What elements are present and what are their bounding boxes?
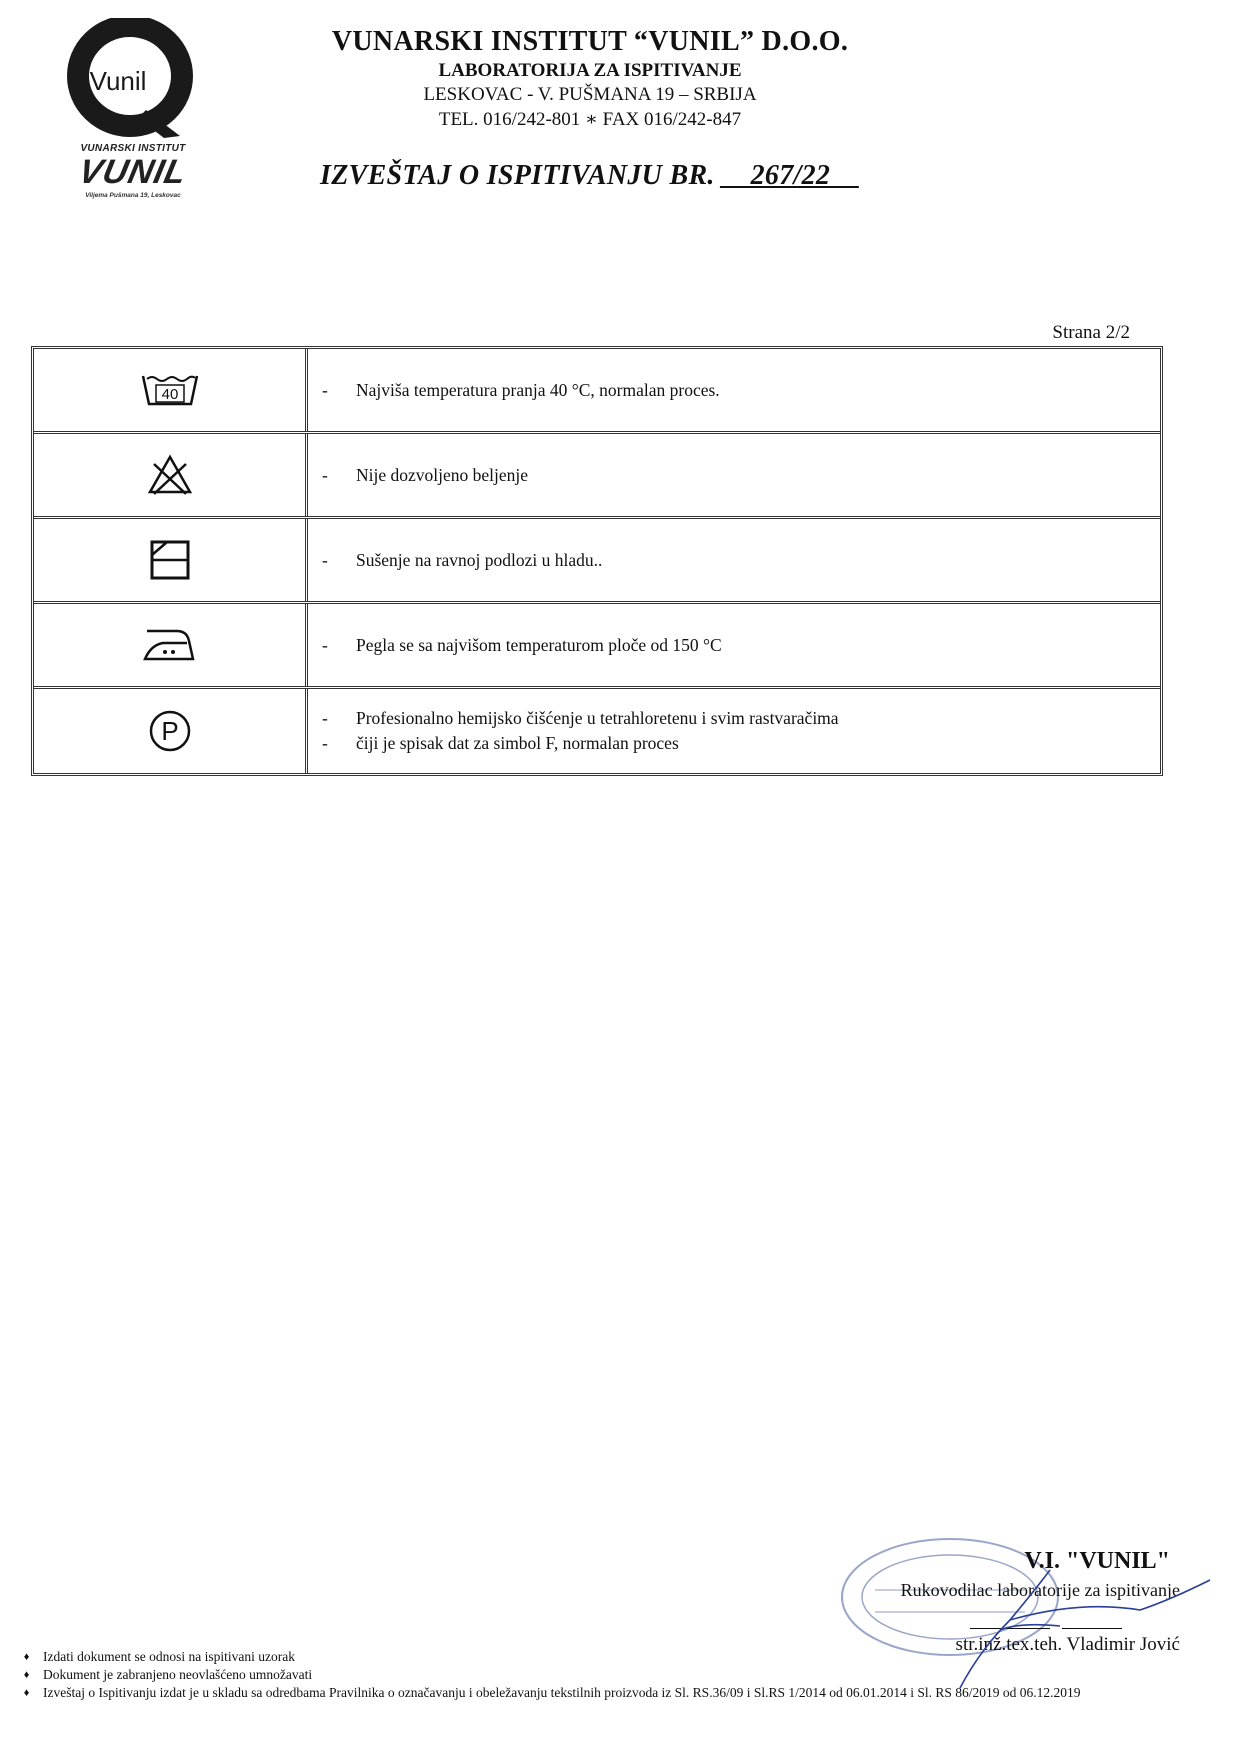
table-row [34,689,1160,773]
report-number: __267/22__ [722,160,859,191]
institute-title: VUNARSKI INSTITUT “VUNIL” D.O.O. [331,26,849,57]
description-cell [308,434,1160,516]
q-logo-icon [58,18,208,143]
footer-note: Izdati dokument se odnosi na ispitivani uzorak [43,1649,295,1664]
wash-40-icon [139,372,201,408]
symbol-cell [34,689,308,773]
phone-fax: TEL. 016/242-801 ∗ FAX 016/242-847 [438,109,742,130]
no-bleach-icon [146,454,194,496]
dry-clean-letter: P [160,716,179,746]
logo-line-3: Viljema Pušmana 19, Leskovac [85,192,181,199]
wash-temperature: 40 [161,386,178,403]
symbol-cell [34,519,308,601]
report-title [320,160,859,192]
table-row [34,434,1160,519]
dry-clean-p-icon [148,709,192,753]
company-logo [58,18,208,208]
symbol-cell [34,349,308,431]
care-text: Profesionalno hemijsko čišćenje u tetrahloretenu i svim rastvaračima [356,708,839,728]
table-row [34,519,1160,604]
bullet-icon: ♦ [23,1687,30,1699]
logo-mark-text: Vunil [89,66,147,96]
iron-two-dots-icon [141,627,199,663]
dash-marker: - [322,634,328,655]
signature-role: Rukovodilac laboratorije za ispitivanje [900,1580,1180,1600]
bullet-icon: ♦ [23,1651,30,1663]
logo-line-1: VUNARSKI INSTITUT [80,143,186,154]
dash-marker: - [322,379,328,400]
footer-note: Izveštaj o Ispitivanju izdat je u skladu sa odredbama Pravilnika o označavanju i obeležavanju tekstilnih proizvoda iz Sl. RS.36/09 i Sl.RS 1/2014 od 06.01.2014 i Sl. RS 86/2019 od 06.12.2019 [43,1685,1081,1700]
bullet-icon: ♦ [23,1669,30,1681]
signature-name: str.inž.tex.teh. Vladimir Jović [955,1634,1180,1655]
care-symbols-table [31,346,1163,776]
dash-marker: - [322,549,328,570]
table-row [34,604,1160,689]
dash-marker: - [322,464,328,485]
care-text: Pegla se sa najvišom temperaturom ploče od 150 °C [356,634,722,655]
table-row [34,349,1160,434]
report-label: IZVEŠTAJ O ISPITIVANJU BR. [320,160,715,191]
address: LESKOVAC - V. PUŠMANA 19 – SRBIJA [423,84,757,105]
dry-flat-shade-icon [149,539,191,581]
description-cell [308,519,1160,601]
symbol-cell [34,604,308,686]
signature-org: V.I. "VUNIL" [1024,1548,1170,1574]
logo-line-2: VUNIL [75,153,191,191]
symbol-cell [34,434,308,516]
description-cell [308,349,1160,431]
dash-marker: - [322,708,328,728]
care-text: čiji je spisak dat za simbol F, normalan proces [356,733,679,753]
care-text: Sušenje na ravnoj podlozi u hladu.. [356,549,603,570]
page-number: Strana 2/2 [1052,322,1130,343]
footer-note: Dokument je zabranjeno neovlašćeno umnožavati [43,1667,313,1682]
description-cell [308,689,1160,773]
description-cell [308,604,1160,686]
dash-marker: - [322,733,328,753]
footer-notes [10,1648,1230,1702]
lab-name: LABORATORIJA ZA ISPITIVANJE [438,60,742,81]
care-text: Najviša temperatura pranja 40 °C, normalan proces. [356,379,720,400]
care-text: Nije dozvoljeno beljenje [356,464,529,485]
